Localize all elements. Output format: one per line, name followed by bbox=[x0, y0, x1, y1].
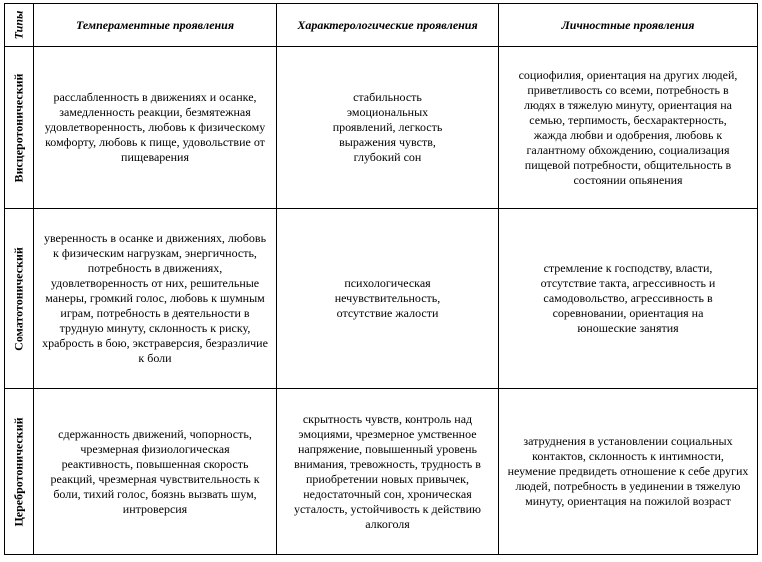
row-type-label: Церебротонический bbox=[5, 389, 34, 555]
table-row bbox=[5, 209, 758, 389]
table-row bbox=[5, 47, 758, 209]
table-row bbox=[5, 389, 758, 555]
header-personal: Личностные проявления bbox=[499, 4, 758, 47]
header-types: Типы bbox=[5, 4, 34, 47]
temperament-cell: уверенность в осанке и движениях, любовь к физическим нагрузкам, энергичность, потребность в движениях, удовлетворенность от них, решительные манеры, громкий голос, любовь к шумным играм, потребность в деятельности в трудную минуту, склонность к риску, храбрость в бою, экстраверсия, безразличие к боли bbox=[34, 209, 277, 389]
temperament-cell: расслабленность в движениях и осанке, замедленность реакции, безмятежная удовлетворенность, любовь к физическому комфорту, любовь к пище, удовольствие от пищеварения bbox=[34, 47, 277, 209]
header-row bbox=[5, 4, 758, 47]
personal-cell: социофилия, ориентация на других людей, приветливость со всеми, потребность в людях в тяжелую минуту, ориентация на семью, терпимость, бесхарактерность, жажда любви и одобрения, любовь к галантному обхождению, социализация пищевой потребности, общительность в состоянии опьянения bbox=[499, 47, 758, 209]
temperament-cell: сдержанность движений, чопорность, чрезмерная физиологическая реактивность, повышенная скорость реакций, чрезмерная чувствительность к боли, тихий голос, боязнь вызвать шум, интроверсия bbox=[34, 389, 277, 555]
character-cell: скрытность чувств, контроль над эмоциями, чрезмерное умственное напряжение, повышенный уровень внимания, тревожность, трудность в приобретении новых привычек, недостаточный сон, хроническая усталость, устойчивость к действию алкоголя bbox=[277, 389, 499, 555]
personal-cell: затруднения в установлении социальных контактов, склонность к интимности, неумение предвидеть отношение к себе других людей, потребность в уединении в тяжелую минуту, ориентация на пожилой возраст bbox=[499, 389, 758, 555]
header-character: Характерологические проявления bbox=[277, 4, 499, 47]
header-temperament: Темпераментные проявления bbox=[34, 4, 277, 47]
typology-table bbox=[4, 3, 758, 555]
character-cell: психологическая нечувствительность, отсутствие жалости bbox=[277, 209, 499, 389]
row-type-label: Соматотонический bbox=[5, 209, 34, 389]
personal-cell: стремление к господству, власти, отсутствие такта, агрессивность и самодовольство, агрессивность в соревновании, ориентация на юношеские занятия bbox=[499, 209, 758, 389]
character-cell: стабильность эмоциональных проявлений, легкость выражения чувств, глубокий сон bbox=[277, 47, 499, 209]
row-type-label: Висцеротонический bbox=[5, 47, 34, 209]
